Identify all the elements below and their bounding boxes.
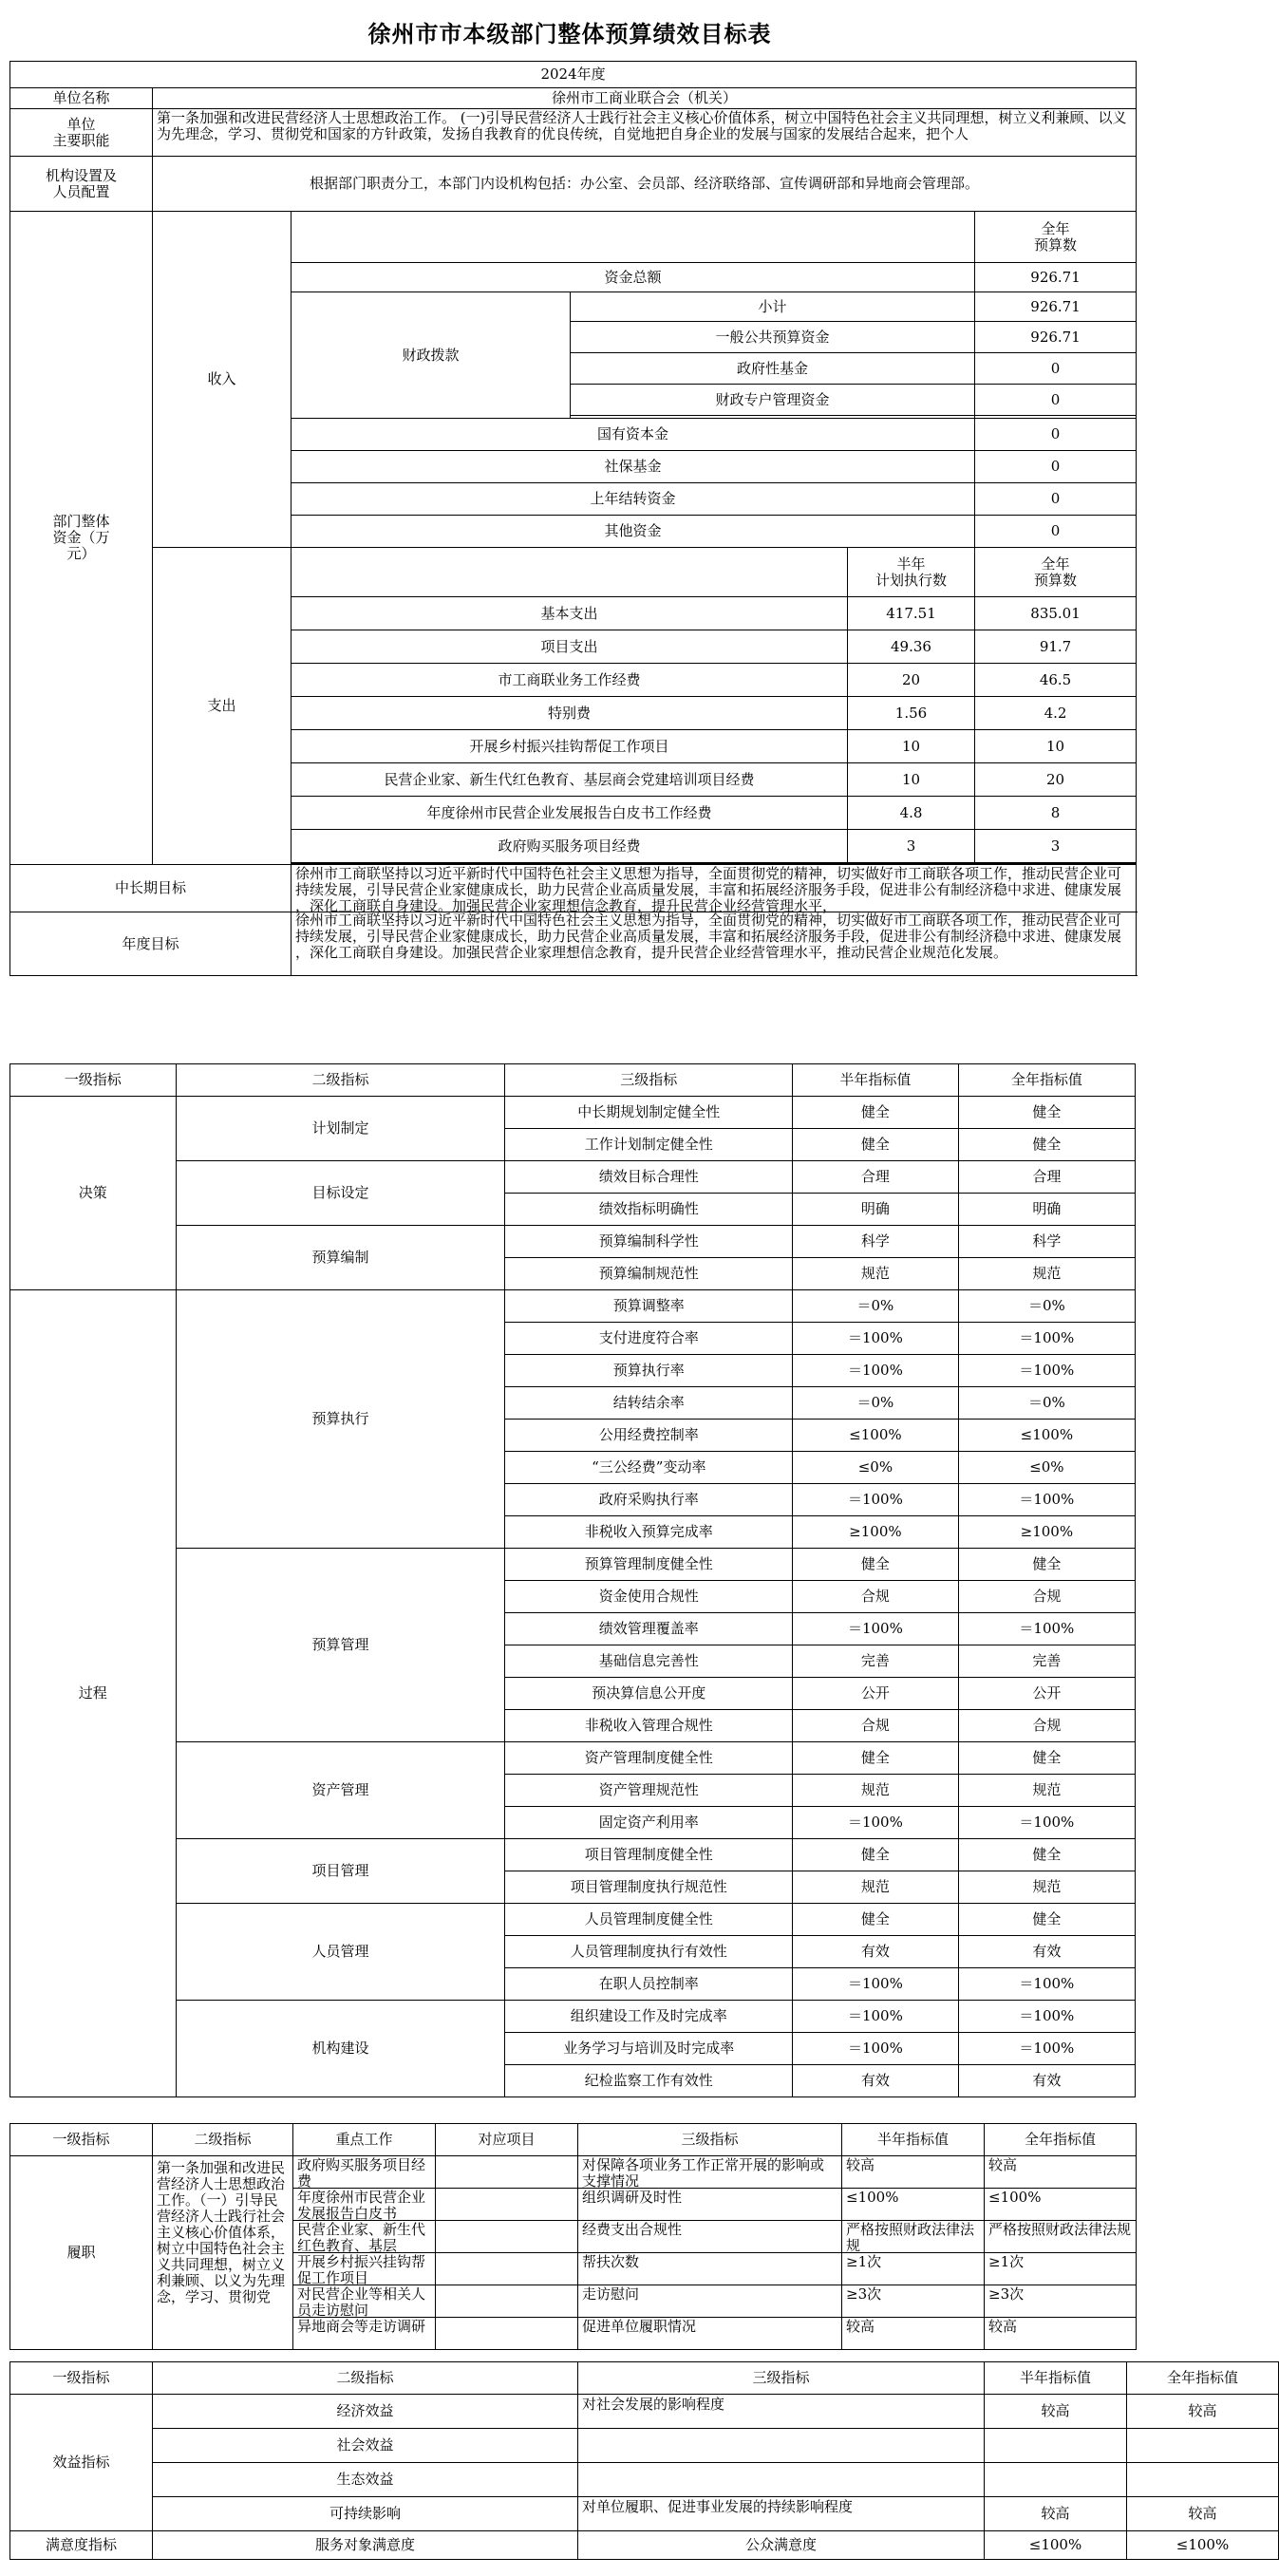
duty-key-work-text: 政府购买服务项目经费	[297, 2155, 426, 2190]
benefit-l3-text: 对社会发展的影响程度	[582, 2395, 725, 2413]
expense-full: 91.7	[975, 630, 1137, 664]
year-goal-text	[292, 912, 1137, 976]
hdr-l2: 二级指标	[153, 2124, 293, 2156]
duty-full-text: 较高	[988, 2317, 1018, 2335]
year-label: 2024年度	[10, 62, 1137, 88]
benefit-l1: 效益指标	[10, 2395, 153, 2531]
year-goal-label: 年度目标	[10, 912, 292, 976]
duty-key-work-text: 民营企业家、新生代红色教育、基层	[297, 2220, 426, 2254]
l1-process: 过程	[10, 1290, 177, 2097]
benefit-l2: 经济效益	[153, 2395, 578, 2429]
duty-half	[842, 2189, 985, 2221]
l3-item: 绩效管理覆盖率	[505, 1613, 793, 1645]
l3-item: 预算编制规范性	[505, 1258, 793, 1290]
l3-item: 基础信息完善性	[505, 1645, 793, 1678]
expense-item: 开展乡村振兴挂钩帮促工作项目	[292, 730, 848, 763]
hdr-key: 重点工作	[293, 2124, 436, 2156]
full-value: 合规	[958, 1581, 1135, 1613]
satisfy-l1: 满意度指标	[10, 2531, 153, 2560]
expense-half: 49.36	[848, 630, 975, 664]
full-value: 健全	[958, 1742, 1135, 1775]
half-value: ＝100%	[793, 1807, 959, 1839]
form-table	[9, 2361, 1279, 2560]
full-value: ＝100%	[958, 1323, 1135, 1355]
duty-full	[985, 2318, 1137, 2350]
l3-item: “三公经费”变动率	[505, 1452, 793, 1484]
full-value: ≤100%	[958, 1420, 1135, 1452]
duty-full-text: 较高	[988, 2155, 1018, 2173]
duty-half-text: ≤100%	[846, 2188, 899, 2206]
benefit-l3-text	[582, 2431, 980, 2461]
l3-item: 人员管理制度执行有效性	[505, 1936, 793, 1968]
expense-full: 46.5	[975, 664, 1137, 697]
duty-l3	[578, 2189, 842, 2221]
half-value: 健全	[793, 1549, 959, 1581]
expense-full: 835.01	[975, 597, 1137, 630]
l3-item: 预决算信息公开度	[505, 1678, 793, 1710]
unit-duty-text: 第一条加强和改进民营经济人士思想政治工作。 (一)引导民营经济人士践行社会主义核心价值体系，树立中国特色社会主义共同理想，树立义利兼顾、以义为先理念，学习、贯彻党和国家的方针政策，发扬自我教育的优良传统，自觉地把自身企业的发展与国家的发展结合起来，把个人	[157, 108, 1127, 142]
duty-key-work-text: 异地商会等走访调研	[297, 2317, 426, 2335]
half-value: 有效	[793, 1936, 959, 1968]
l3-item: 业务学习与培训及时完成率	[505, 2033, 793, 2065]
l3-item: 预算编制科学性	[505, 1226, 793, 1258]
income-value: 0	[975, 419, 1137, 451]
l2-proj: 项目管理	[176, 1839, 505, 1904]
duty-l2-text: 第一条加强和改进民营经济人士思想政治工作。（一）引导民营经济人士践行社会主义核心价值体系，树立中国特色社会主义共同理想，树立义利兼顾、以义为先理念，学习、贯彻党	[157, 2158, 286, 2305]
half-value: ＝100%	[793, 1613, 959, 1645]
l3-item: 组织建设工作及时完成率	[505, 2001, 793, 2033]
half-value: 规范	[793, 1871, 959, 1904]
income-item: 财政专户管理资金	[571, 385, 975, 416]
hdr-full: 全年指标值	[1127, 2362, 1279, 2395]
income-value: 0	[975, 483, 1137, 516]
full-value: 合规	[958, 1710, 1135, 1742]
mid-goal-label: 中长期目标	[10, 865, 292, 912]
duty-key-work	[293, 2221, 436, 2253]
hdr-l1: 一级指标	[10, 2124, 153, 2156]
funds-label: 部门整体 资金（万 元）	[10, 212, 153, 865]
income-item: 社保基金	[292, 451, 975, 483]
l1-decision: 决策	[10, 1097, 177, 1290]
l3-item: 绩效指标明确性	[505, 1194, 793, 1226]
duty-full	[985, 2221, 1137, 2253]
full-value: 健全	[958, 1549, 1135, 1581]
full-value: 健全	[958, 1097, 1135, 1129]
l3-item: 项目管理制度执行规范性	[505, 1871, 793, 1904]
l2-target: 目标设定	[176, 1161, 505, 1226]
benefit-l2: 可持续影响	[153, 2497, 578, 2531]
l3-item: 公用经费控制率	[505, 1420, 793, 1452]
l3-item: 资金使用合规性	[505, 1581, 793, 1613]
half-value: 合规	[793, 1581, 959, 1613]
l3-item: 预算管理制度健全性	[505, 1549, 793, 1581]
expense-item: 年度徐州市民营企业发展报告白皮书工作经费	[292, 797, 848, 830]
income-value: 0	[975, 353, 1137, 385]
half-value: 健全	[793, 1129, 959, 1161]
income-item: 一般公共预算资金	[571, 322, 975, 353]
duty-project	[436, 2285, 578, 2318]
expense-item: 市工商联业务工作经费	[292, 664, 848, 697]
full-value: 健全	[958, 1129, 1135, 1161]
l2-staff: 人员管理	[176, 1904, 505, 2001]
half-value: 健全	[793, 1742, 959, 1775]
hdr-half: 半年指标值	[793, 1064, 959, 1097]
duty-full	[985, 2285, 1137, 2318]
duty-l3-text: 经费支出合规性	[582, 2220, 683, 2238]
subtotal-value: 926.71	[975, 292, 1137, 322]
duty-l3-text: 帮扶次数	[582, 2252, 640, 2270]
l2-mgmt: 预算管理	[176, 1549, 505, 1742]
half-value: ＝100%	[793, 1968, 959, 2001]
benefit-half: 较高	[985, 2395, 1127, 2429]
full-value: 有效	[958, 1936, 1135, 1968]
l3-item: 非税收入预算完成率	[505, 1516, 793, 1549]
full-value: 规范	[958, 1871, 1135, 1904]
full-value: ≤0%	[958, 1452, 1135, 1484]
half-value: ＝0%	[793, 1290, 959, 1323]
expense-half: 3	[848, 830, 975, 863]
half-value: ≤100%	[793, 1420, 959, 1452]
expense-half: 10	[848, 730, 975, 763]
satisfy-full: ≤100%	[1127, 2531, 1279, 2560]
duty-l3	[578, 2221, 842, 2253]
expense-full: 3	[975, 830, 1137, 863]
duty-project	[436, 2221, 578, 2253]
duty-full	[985, 2189, 1137, 2221]
duty-key-work	[293, 2253, 436, 2285]
form-table	[9, 1063, 1136, 2097]
half-value: 规范	[793, 1258, 959, 1290]
expense-label: 支出	[153, 548, 292, 865]
benefit-half: 较高	[985, 2497, 1127, 2531]
duty-half	[842, 2221, 985, 2253]
hdr-l3: 三级指标	[578, 2124, 842, 2156]
col-full-header: 全年 预算数	[975, 212, 1137, 263]
income-value: 926.71	[975, 322, 1137, 353]
l2-plan: 计划制定	[176, 1097, 505, 1161]
duty-l3	[578, 2318, 842, 2350]
fiscal-label: 财政拨款	[292, 292, 571, 419]
l2-asset: 资产管理	[176, 1742, 505, 1839]
duty-project	[436, 2318, 578, 2350]
benefit-l3	[578, 2497, 985, 2531]
half-value: ≤0%	[793, 1452, 959, 1484]
table-cell	[292, 548, 848, 597]
half-value: 完善	[793, 1645, 959, 1678]
satisfy-l3: 公众满意度	[578, 2531, 985, 2560]
half-value: ≥100%	[793, 1516, 959, 1549]
page-title: 徐州市市本级部门整体预算绩效目标表	[367, 20, 772, 47]
expense-full: 4.2	[975, 697, 1137, 730]
l3-item: 资产管理规范性	[505, 1775, 793, 1807]
duty-key-work-text: 开展乡村振兴挂钩帮促工作项目	[297, 2252, 426, 2286]
hdr-l1: 一级指标	[10, 1064, 177, 1097]
unit-duty	[153, 109, 1137, 157]
hdr-l3: 三级指标	[505, 1064, 793, 1097]
duty-half	[842, 2156, 985, 2189]
expense-half: 417.51	[848, 597, 975, 630]
half-value: 健全	[793, 1839, 959, 1871]
full-value: ＝0%	[958, 1387, 1135, 1420]
full-value: ＝100%	[958, 2001, 1135, 2033]
l3-item: 工作计划制定健全性	[505, 1129, 793, 1161]
l3-item: 固定资产利用率	[505, 1807, 793, 1839]
full-value: 合理	[958, 1161, 1135, 1194]
expense-full: 10	[975, 730, 1137, 763]
l3-item: 在职人员控制率	[505, 1968, 793, 2001]
duty-l3	[578, 2156, 842, 2189]
duty-l3-text: 走访慰问	[582, 2285, 640, 2303]
duty-project	[436, 2156, 578, 2189]
half-value: ＝100%	[793, 1355, 959, 1387]
full-value: 健全	[958, 1904, 1135, 1936]
duty-l1: 履职	[10, 2156, 153, 2350]
duty-full-text: ≥1次	[988, 2252, 1025, 2270]
benefit-full	[1127, 2429, 1279, 2463]
hdr-half: 半年指标值	[842, 2124, 985, 2156]
duty-key-work	[293, 2156, 436, 2189]
income-item: 上年结转资金	[292, 483, 975, 516]
half-value: 健全	[793, 1904, 959, 1936]
half-value: ＝0%	[793, 1387, 959, 1420]
hdr-l1: 一级指标	[10, 2362, 153, 2395]
l3-item: 人员管理制度健全性	[505, 1904, 793, 1936]
l3-item: 中长期规划制定健全性	[505, 1097, 793, 1129]
hdr-l2: 二级指标	[176, 1064, 505, 1097]
duty-full-text: ≤100%	[988, 2188, 1042, 2206]
duty-l2	[153, 2156, 293, 2350]
duty-half-text: 较高	[846, 2155, 875, 2173]
satisfy-half: ≤100%	[985, 2531, 1127, 2560]
duty-full	[985, 2253, 1137, 2285]
expense-half: 10	[848, 763, 975, 797]
full-value: 完善	[958, 1645, 1135, 1678]
form-table	[9, 61, 1137, 976]
half-value: ＝100%	[793, 2033, 959, 2065]
expense-full: 8	[975, 797, 1137, 830]
hdr-proj: 对应项目	[436, 2124, 578, 2156]
duty-half-text: 较高	[846, 2317, 875, 2335]
benefit-l2: 社会效益	[153, 2429, 578, 2463]
hdr-half: 半年指标值	[985, 2362, 1127, 2395]
col-half-header: 半年 计划执行数	[848, 548, 975, 597]
full-value: ≥100%	[958, 1516, 1135, 1549]
duty-half-text: ≥3次	[846, 2285, 882, 2303]
full-value: 公开	[958, 1678, 1135, 1710]
benefit-l3	[578, 2429, 985, 2463]
half-value: 公开	[793, 1678, 959, 1710]
duty-key-work-text: 对民营企业等相关人员走访慰问	[297, 2285, 426, 2319]
income-item: 国有资本金	[292, 419, 975, 451]
form-table	[9, 2123, 1137, 2350]
full-value: 科学	[958, 1226, 1135, 1258]
benefit-half	[985, 2429, 1127, 2463]
full-value: ＝100%	[958, 1484, 1135, 1516]
l3-item: 支付进度符合率	[505, 1323, 793, 1355]
half-value: 有效	[793, 2065, 959, 2097]
duty-l3	[578, 2285, 842, 2318]
total-value: 926.71	[975, 263, 1137, 292]
total-label: 资金总额	[292, 263, 975, 292]
duty-half	[842, 2285, 985, 2318]
half-value: 规范	[793, 1775, 959, 1807]
duty-project	[436, 2253, 578, 2285]
hdr-l3: 三级指标	[578, 2362, 985, 2395]
full-value: 明确	[958, 1194, 1135, 1226]
expense-item: 民营企业家、新生代红色教育、基层商会党建培训项目经费	[292, 763, 848, 797]
benefit-l2: 生态效益	[153, 2463, 578, 2497]
full-value: ＝100%	[958, 2033, 1135, 2065]
satisfy-l2: 服务对象满意度	[153, 2531, 578, 2560]
expense-half: 20	[848, 664, 975, 697]
l2-budget: 预算编制	[176, 1226, 505, 1290]
income-value: 0	[975, 516, 1137, 548]
duty-half	[842, 2318, 985, 2350]
duty-full-text: 严格按照财政法律法规	[988, 2220, 1132, 2238]
expense-full: 20	[975, 763, 1137, 797]
benefit-full: 较高	[1127, 2497, 1279, 2531]
full-value: 有效	[958, 2065, 1135, 2097]
table-cell	[292, 212, 975, 263]
benefit-full: 较高	[1127, 2395, 1279, 2429]
duty-l3	[578, 2253, 842, 2285]
half-value: 合规	[793, 1710, 959, 1742]
half-value: 合理	[793, 1161, 959, 1194]
expense-item: 政府购买服务项目经费	[292, 830, 848, 863]
duty-key-work	[293, 2285, 436, 2318]
duty-key-work	[293, 2318, 436, 2350]
half-value: ＝100%	[793, 2001, 959, 2033]
l3-item: 预算调整率	[505, 1290, 793, 1323]
expense-item: 特别费	[292, 697, 848, 730]
half-value: 明确	[793, 1194, 959, 1226]
benefit-l3	[578, 2463, 985, 2497]
subtotal-label: 小计	[571, 292, 975, 322]
duty-project	[436, 2189, 578, 2221]
duty-half-text: 严格按照财政法律法规	[846, 2220, 975, 2254]
full-value: ＝100%	[958, 1968, 1135, 2001]
duty-half	[842, 2253, 985, 2285]
l3-item: 政府采购执行率	[505, 1484, 793, 1516]
duty-l3-text: 对保障各项业务工作正常开展的影响或支撑情况	[582, 2155, 825, 2190]
full-value: 规范	[958, 1775, 1135, 1807]
full-value: ＝100%	[958, 1807, 1135, 1839]
duty-key-work-text: 年度徐州市民营企业发展报告白皮书	[297, 2188, 426, 2222]
org-text: 根据部门职责分工，本部门内设机构包括：办公室、会员部、经济联络部、宣传调研部和异地商会管理部。	[153, 157, 1137, 212]
mid-goal-text	[292, 865, 1137, 912]
expense-half: 1.56	[848, 697, 975, 730]
col-full-header-2: 全年 预算数	[975, 548, 1137, 597]
duty-l3-text: 组织调研及时性	[582, 2188, 683, 2206]
hdr-l2: 二级指标	[153, 2362, 578, 2395]
mid-goal-text-text: 徐州市工商联坚持以习近平新时代中国特色社会主义思想为指导，全面贯彻党的精神，切实做好市工商联各项工作，推动民营企业可持续发展，引导民营企业家健康成长，助力民营企业高质量发展，丰富和拓展经济服务手段，促进非公有制经济稳中求进、健康发展 ，深化工商联自身建设。加强民营企业家理想信念教育，提升民营企业经营管理水平，	[295, 864, 1122, 914]
benefit-half	[985, 2463, 1127, 2497]
unit-duty-label: 单位 主要职能	[10, 109, 153, 157]
half-value: 健全	[793, 1097, 959, 1129]
income-label: 收入	[153, 212, 292, 548]
expense-item: 项目支出	[292, 630, 848, 664]
hdr-full: 全年指标值	[958, 1064, 1135, 1097]
benefit-l3-text: 对单位履职、促进事业发展的持续影响程度	[582, 2497, 854, 2515]
l3-item: 结转结余率	[505, 1387, 793, 1420]
unit-name: 徐州市工商业联合会（机关）	[153, 88, 1137, 109]
full-value: 规范	[958, 1258, 1135, 1290]
benefit-l3	[578, 2395, 985, 2429]
expense-half: 4.8	[848, 797, 975, 830]
hdr-full: 全年指标值	[985, 2124, 1137, 2156]
l3-item: 项目管理制度健全性	[505, 1839, 793, 1871]
l3-item: 绩效目标合理性	[505, 1161, 793, 1194]
income-item: 其他资金	[292, 516, 975, 548]
benefit-l3-text	[582, 2465, 980, 2495]
income-value: 0	[975, 451, 1137, 483]
expense-item: 基本支出	[292, 597, 848, 630]
income-item: 政府性基金	[571, 353, 975, 385]
full-value: ＝100%	[958, 1355, 1135, 1387]
full-value: ＝100%	[958, 1613, 1135, 1645]
duty-full-text: ≥3次	[988, 2285, 1025, 2303]
l3-item: 纪检监察工作有效性	[505, 2065, 793, 2097]
full-value: ＝0%	[958, 1290, 1135, 1323]
duty-half-text: ≥1次	[846, 2252, 882, 2270]
l3-item: 预算执行率	[505, 1355, 793, 1387]
duty-l3-text: 促进单位履职情况	[582, 2317, 697, 2335]
income-value: 0	[975, 385, 1137, 416]
l2-org: 机构建设	[176, 2001, 505, 2097]
l2-exec: 预算执行	[176, 1290, 505, 1549]
org-label: 机构设置及 人员配置	[10, 157, 153, 212]
l3-item: 资产管理制度健全性	[505, 1742, 793, 1775]
year-goal-text-text: 徐州市工商联坚持以习近平新时代中国特色社会主义思想为指导，全面贯彻党的精神，切实做好市工商联各项工作，推动民营企业可持续发展，引导民营企业家健康成长，助力民营企业高质量发展，丰富和拓展经济服务手段，促进非公有制经济稳中求进、健康发展 ，深化工商联自身建设。加强民营企业家理想信念教育，提升民营企业经营管理水平，推动民营企业规范化发展。	[295, 912, 1122, 961]
full-value: 健全	[958, 1839, 1135, 1871]
half-value: 科学	[793, 1226, 959, 1258]
half-value: ＝100%	[793, 1484, 959, 1516]
unit-name-label: 单位名称	[10, 88, 153, 109]
duty-key-work	[293, 2189, 436, 2221]
duty-full	[985, 2156, 1137, 2189]
half-value: ＝100%	[793, 1323, 959, 1355]
l3-item: 非税收入管理合规性	[505, 1710, 793, 1742]
benefit-full	[1127, 2463, 1279, 2497]
